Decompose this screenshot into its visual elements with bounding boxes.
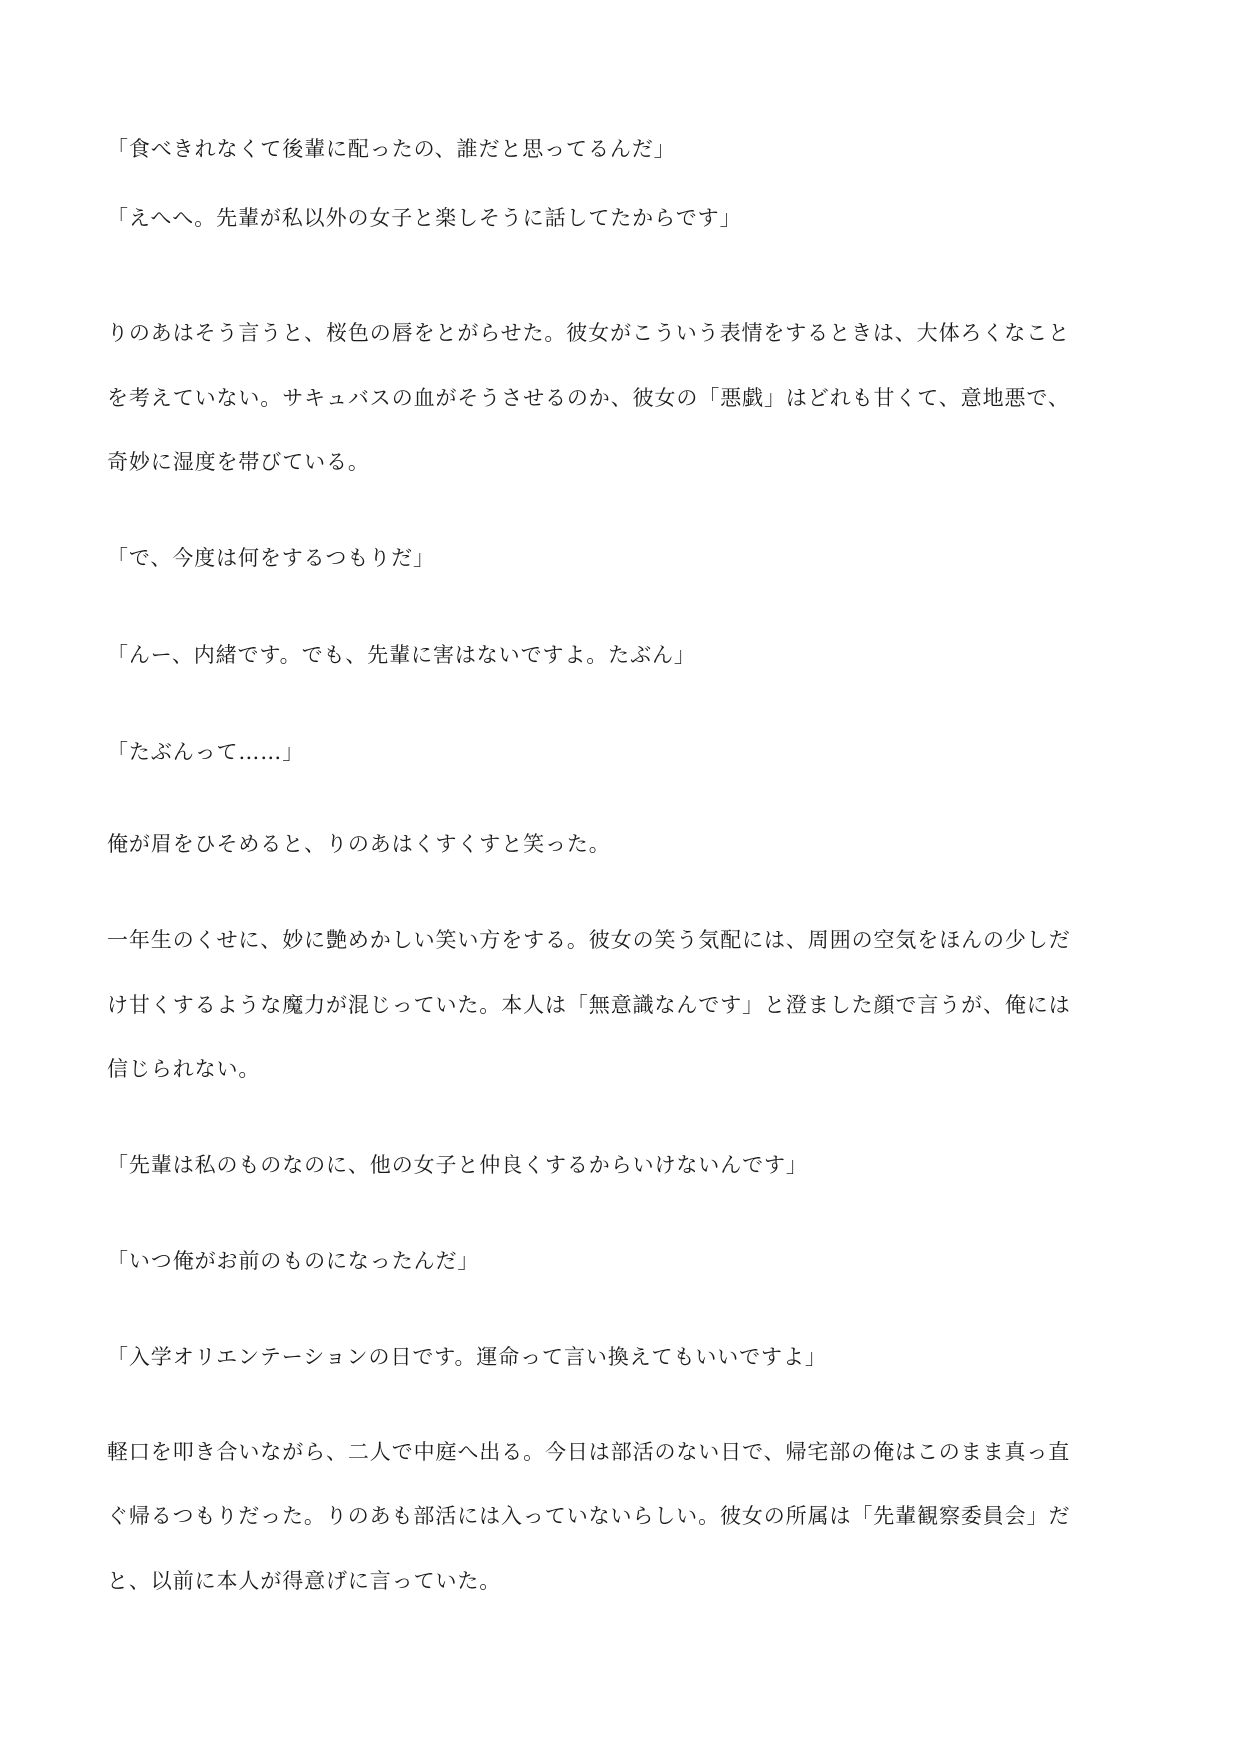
text-line: 「いつ俺がお前のものになったんだ」 xyxy=(107,1249,480,1273)
text-line: 「先輩は私のものなのに、他の女子と仲良くするからいけないんです」 xyxy=(107,1153,808,1177)
text-line: 「食べきれなくて後輩に配ったの、誰だと思ってるんだ」 xyxy=(107,137,676,161)
text-line: け甘くするような魔力が混じっていた。本人は「無意識なんです」と澄ました顔で言うが、俺には xyxy=(107,993,1071,1017)
text-line: 信じられない。 xyxy=(107,1057,261,1081)
text-line: りのあはそう言うと、桜色の唇をとがらせた。彼女がこういう表情をするときは、大体ろくなこと xyxy=(107,321,1070,345)
text-line: ぐ帰るつもりだった。りのあも部活には入っていないらしい。彼女の所属は「先輩観察委員会」だ xyxy=(107,1504,1071,1528)
text-line: 奇妙に湿度を帯びている。 xyxy=(107,450,370,474)
text-line: 「で、今度は何をするつもりだ」 xyxy=(107,546,435,570)
text-line: と、以前に本人が得意げに言っていた。 xyxy=(107,1569,502,1593)
text-line: 軽口を叩き合いながら、二人で中庭へ出る。今日は部活のない日で、帰宅部の俺はこのまま真っ直 xyxy=(107,1440,1071,1464)
text-line: 俺が眉をひそめると、りのあはくすくすと笑った。 xyxy=(107,832,611,856)
text-line: を考えていない。サキュバスの血がそうさせるのか、彼女の「悪戯」はどれも甘くて、意地悪で、 xyxy=(107,386,1070,410)
text-line: 「入学オリエンテーションの日です。運命って言い換えてもいいですよ」 xyxy=(107,1345,827,1369)
text-line: 「んー、内緒です。でも、先輩に害はないですよ。たぶん」 xyxy=(107,643,696,667)
text-line: 一年生のくせに、妙に艶めかしい笑い方をする。彼女の笑う気配には、周囲の空気をほんの少しだ xyxy=(107,928,1071,952)
text-line: 「たぶんって……」 xyxy=(107,740,305,764)
text-line: 「えへへ。先輩が私以外の女子と楽しそうに話してたからです」 xyxy=(107,206,742,230)
